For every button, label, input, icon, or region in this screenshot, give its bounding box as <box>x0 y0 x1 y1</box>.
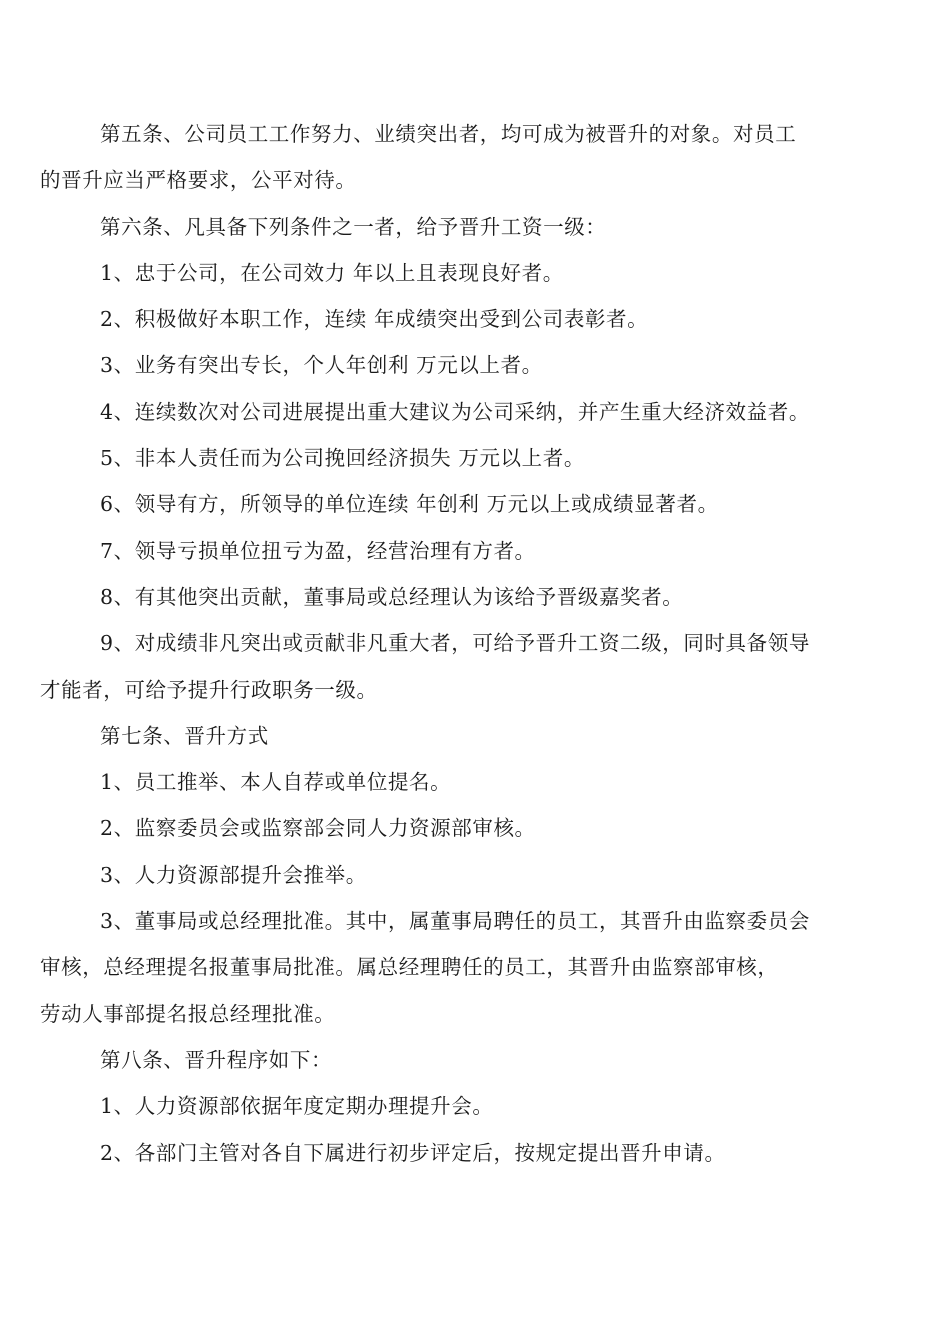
paragraph <box>100 852 896 898</box>
paragraph <box>100 528 896 574</box>
paragraph-first-line: 第八条、晋升程序如下： <box>100 1047 333 1072</box>
paragraph-first-line: 5、非本人责任而为公司挽回经济损失 万元以上者。 <box>100 446 585 471</box>
paragraph <box>40 898 896 1037</box>
paragraph-first-line: 2、各部门主管对各自下属进行初步评定后，按规定提出晋升申请。 <box>100 1140 726 1165</box>
paragraph-continuation-line: 审核，总经理提名报董事局批准。属总经理聘任的员工，其晋升由监察部审核， <box>40 955 779 980</box>
paragraph-first-line: 1、员工推举、本人自荐或单位提名。 <box>100 770 452 795</box>
paragraph-first-line: 3、董事局或总经理批准。其中，属董事局聘任的员工，其晋升由监察委员会 <box>100 909 810 934</box>
paragraph-first-line: 8、有其他突出贡献，董事局或总经理认为该给予晋级嘉奖者。 <box>100 584 684 609</box>
paragraph-continuation-line: 的晋升应当严格要求，公平对待。 <box>40 168 357 193</box>
paragraph-first-line: 9、对成绩非凡突出或贡献非凡重大者，可给予晋升工资二级，同时具备领导 <box>100 631 810 656</box>
paragraph <box>100 342 896 388</box>
paragraph <box>100 1037 896 1083</box>
document-body <box>40 111 896 1176</box>
paragraph-first-line: 4、连续数次对公司进展提出重大建议为公司采纳，并产生重大经济效益者。 <box>100 399 810 424</box>
paragraph <box>40 620 896 713</box>
paragraph <box>100 574 896 620</box>
paragraph-first-line: 6、领导有方，所领导的单位连续 年创利 万元以上或成绩显著者。 <box>100 492 719 517</box>
paragraph <box>40 111 896 204</box>
paragraph-first-line: 3、业务有突出专长，个人年创利 万元以上者。 <box>100 353 543 378</box>
paragraph-first-line: 7、领导亏损单位扭亏为盈，经营治理有方者。 <box>100 538 536 563</box>
paragraph-first-line: 第六条、凡具备下列条件之一者，给予晋升工资一级： <box>100 214 607 239</box>
paragraph-first-line: 2、监察委员会或监察部会同人力资源部审核。 <box>100 816 536 841</box>
paragraph <box>100 713 896 759</box>
paragraph <box>100 204 896 250</box>
paragraph <box>100 435 896 481</box>
paragraph-first-line: 第五条、公司员工工作努力、业绩突出者，均可成为被晋升的对象。对员工 <box>100 122 797 146</box>
paragraph-first-line: 3、人力资源部提升会推举。 <box>100 862 367 887</box>
paragraph-continuation-line: 劳动人事部提名报总经理批准。 <box>40 1001 336 1026</box>
paragraph <box>100 805 896 851</box>
paragraph-first-line: 2、积极做好本职工作，连续 年成绩突出受到公司表彰者。 <box>100 307 649 332</box>
paragraph-first-line: 1、忠于公司，在公司效力 年以上且表现良好者。 <box>100 260 564 285</box>
paragraph-continuation-line: 才能者，可给予提升行政职务一级。 <box>40 677 378 702</box>
paragraph <box>100 1130 896 1176</box>
paragraph <box>100 250 896 296</box>
paragraph-first-line: 1、人力资源部依据年度定期办理提升会。 <box>100 1094 494 1119</box>
paragraph <box>100 759 896 805</box>
paragraph <box>100 481 896 527</box>
paragraph <box>100 296 896 342</box>
paragraph-first-line: 第七条、晋升方式 <box>100 723 269 748</box>
paragraph <box>100 389 896 435</box>
paragraph <box>100 1083 896 1129</box>
